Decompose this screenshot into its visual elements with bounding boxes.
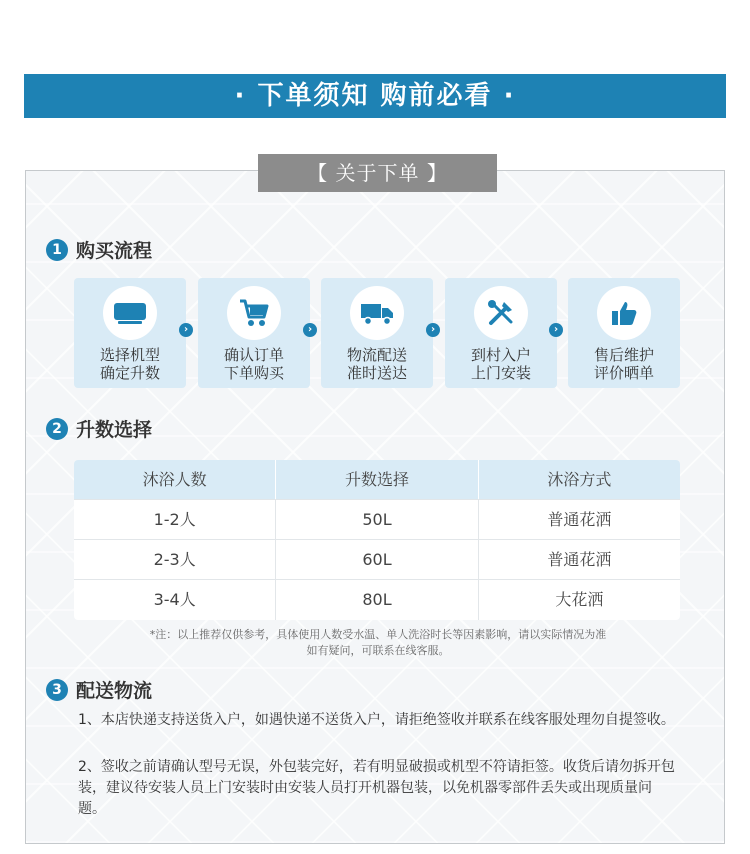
step-installation [445,278,557,388]
step-after-sales [568,278,680,388]
step-line2: 上门安装 [470,364,531,382]
capacity-table [74,460,680,620]
table-row [74,580,680,620]
monitor-icon [103,286,157,340]
table-header-cell: 升数选择 [276,460,478,499]
section-title: 配送物流 [76,680,153,702]
step-line2: 确定升数 [99,364,160,382]
frame-divider-right [497,170,725,171]
thumbs-up-icon [597,286,651,340]
frame-divider-left [25,170,258,171]
section-title: 升数选择 [76,419,153,441]
table-cell: 2-3人 [74,540,276,579]
about-order-tab: 【 关于下单 】 [258,154,497,192]
table-header-row [74,460,680,500]
footnote-line1: *注：以上推荐仅供参考，具体使用人数受水温、单人洗浴时长等因素影响，请以实际情况为准 [149,628,607,641]
cart-icon [227,286,281,340]
section-number: 1 [46,239,68,261]
step-line1: 到村入户 [470,346,531,364]
table-cell: 60L [276,540,478,579]
step-line1: 确认订单 [223,346,284,364]
section-title: 购买流程 [76,240,153,262]
table-cell: 大花洒 [555,590,604,609]
table-cell: 普通花洒 [547,550,612,569]
chevron-right-icon: › [426,323,440,337]
footnote-line2: 如有疑问，可联系在线客服。 [306,644,450,657]
table-cell: 80L [276,580,478,620]
chevron-right-icon: › [179,323,193,337]
table-row [74,500,680,540]
chevron-right-icon: › [303,323,317,337]
step-select-model [74,278,186,388]
tools-icon [474,286,528,340]
process-steps [74,278,680,388]
section-number: 2 [46,418,68,440]
table-cell: 3-4人 [74,580,276,620]
table-cell: 普通花洒 [547,510,612,529]
step-line1: 物流配送 [346,346,407,364]
section-delivery-header [46,676,152,703]
step-line2: 下单购买 [223,364,284,382]
step-line1: 选择机型 [99,346,160,364]
step-line2: 评价晒单 [593,364,654,382]
step-line2: 准时送达 [346,364,407,382]
step-logistics [321,278,433,388]
step-line1: 售后维护 [593,346,654,364]
section-number: 3 [46,679,68,701]
section-capacity-header [46,415,152,442]
table-header-cell: 沐浴人数 [74,460,276,499]
truck-icon [350,286,404,340]
table-footnote [100,627,656,659]
delivery-paragraph-2: 2、签收之前请确认型号无误，外包装完好，若有明显破损或机型不符请拒签。收货后请勿拆开包装，建议待安装人员上门安装时由安装人员打开机器包装，以免机器零部件丢失或出现质量问题。 [78,759,675,817]
table-row [74,540,680,580]
delivery-paragraph-1: 1、本店快递支持送货入户，如遇快递不送货入户，请拒绝签收并联系在线客服处理勿自提签收。 [78,712,675,728]
chevron-right-icon: › [549,323,563,337]
page-banner: · 下单须知 购前必看 · [24,74,726,118]
table-cell: 1-2人 [74,500,276,539]
step-confirm-order [198,278,310,388]
table-cell: 50L [276,500,478,539]
section-purchase-process-header [46,236,152,263]
table-header-cell: 沐浴方式 [547,470,612,489]
